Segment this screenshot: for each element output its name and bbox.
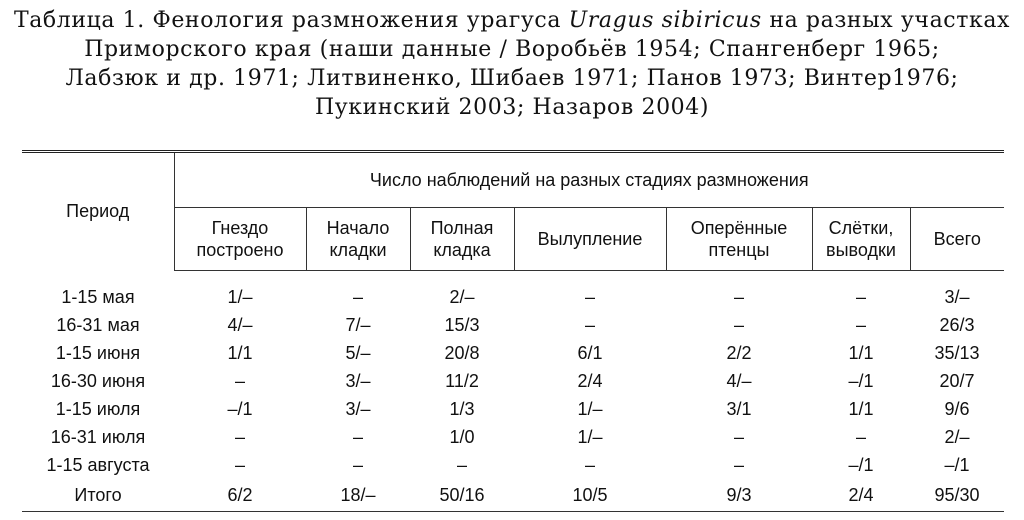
count-cell: – xyxy=(733,287,744,307)
count-cell: – xyxy=(352,287,363,307)
stage-column-header xyxy=(666,208,812,271)
period-header: Период xyxy=(22,152,174,271)
count-cell: –/1 xyxy=(227,399,253,419)
stage-column-header xyxy=(812,208,910,271)
count-cell: 7/– xyxy=(345,315,371,335)
column-header-line: Оперённые xyxy=(690,218,788,238)
column-header-line: построено xyxy=(196,240,284,260)
stage-column-header xyxy=(174,208,306,271)
count-cell: 2/– xyxy=(449,287,475,307)
count-cell: 3/– xyxy=(345,371,371,391)
count-cell: 1/– xyxy=(577,399,603,419)
count-cell: 1/1 xyxy=(227,343,253,363)
column-header-line: Полная xyxy=(430,218,494,238)
table-row xyxy=(22,311,1004,339)
column-header-line: кладки xyxy=(329,240,387,260)
count-cell: 20/7 xyxy=(939,371,975,391)
period-cell: 1-15 июля xyxy=(55,399,141,419)
count-cell: 11/2 xyxy=(445,371,479,391)
count-cell: 5/– xyxy=(345,343,371,363)
count-cell: 2/4 xyxy=(577,371,603,391)
period-cell: 16-31 мая xyxy=(56,315,140,335)
count-cell: 1/3 xyxy=(449,399,475,419)
caption-line-3: Лабзюк и др. 1971; Литвиненко, Шибаев 1971; Панов 1973; Винтер1976; xyxy=(65,66,959,91)
count-cell: 2/4 xyxy=(812,479,910,512)
count-cell: –/1 xyxy=(848,455,874,475)
phenology-table xyxy=(22,150,1004,512)
column-header-line: Вылупление xyxy=(537,229,643,249)
count-cell: – xyxy=(584,455,595,475)
count-cell: 9/3 xyxy=(666,479,812,512)
count-cell: – xyxy=(352,455,363,475)
count-cell: –/1 xyxy=(944,455,970,475)
table-row xyxy=(22,423,1004,451)
count-cell: – xyxy=(733,455,744,475)
period-cell: 1-15 августа xyxy=(46,455,150,475)
table-caption xyxy=(0,6,1024,122)
period-cell: Итого xyxy=(22,479,174,512)
caption-line-2: Приморского края (наши данные / Воробьёв 1954; Спангенберг 1965; xyxy=(84,37,940,62)
count-cell: 35/13 xyxy=(934,343,980,363)
period-cell: 16-31 июля xyxy=(50,427,146,447)
column-header-line: Всего xyxy=(933,229,981,249)
count-cell: – xyxy=(733,427,744,447)
count-cell: 10/5 xyxy=(514,479,666,512)
count-cell: – xyxy=(855,427,866,447)
count-cell: 4/– xyxy=(227,315,253,335)
count-cell: – xyxy=(456,455,467,475)
stage-column-header xyxy=(410,208,514,271)
stage-column-header xyxy=(306,208,410,271)
count-cell: 6/1 xyxy=(577,343,603,363)
stages-group-header: Число наблюдений на разных стадиях размножения xyxy=(174,152,1004,208)
count-cell: 1/1 xyxy=(848,399,874,419)
count-cell: –/1 xyxy=(848,371,874,391)
table-row xyxy=(22,339,1004,367)
caption-species-name: Uragus sibiricus xyxy=(568,8,762,33)
period-cell: 16-30 июня xyxy=(50,371,146,391)
stage-column-header xyxy=(514,208,666,271)
count-cell: 15/3 xyxy=(444,315,480,335)
count-cell: 3/– xyxy=(944,287,970,307)
count-cell: 1/1 xyxy=(848,343,874,363)
count-cell: 26/3 xyxy=(939,315,975,335)
period-cell: 1-15 мая xyxy=(61,287,135,307)
period-cell: 1-15 июня xyxy=(55,343,141,363)
count-cell: – xyxy=(234,371,245,391)
count-cell: 6/2 xyxy=(174,479,306,512)
count-cell: – xyxy=(234,455,245,475)
count-cell: 18/– xyxy=(306,479,410,512)
count-cell: 1/– xyxy=(577,427,603,447)
column-header-line: птенцы xyxy=(708,240,770,260)
column-header-line: Начало xyxy=(326,218,390,238)
count-cell: 95/30 xyxy=(910,479,1004,512)
caption-suffix: на разных участках xyxy=(761,8,1011,33)
count-cell: – xyxy=(733,315,744,335)
total-row xyxy=(22,479,1004,512)
count-cell: – xyxy=(855,287,866,307)
count-cell: 2/2 xyxy=(726,343,752,363)
caption-prefix: Таблица 1. Фенология размножения урагуса xyxy=(13,8,569,33)
count-cell: 9/6 xyxy=(944,399,970,419)
column-header-line: Гнездо xyxy=(211,218,269,238)
count-cell: 50/16 xyxy=(410,479,514,512)
stage-column-header xyxy=(910,208,1004,271)
count-cell: – xyxy=(584,315,595,335)
column-header-line: выводки xyxy=(826,240,896,260)
caption-line-4: Пукинский 2003; Назаров 2004) xyxy=(314,95,710,120)
count-cell: 20/8 xyxy=(444,343,480,363)
count-cell: – xyxy=(352,427,363,447)
caption-line-1 xyxy=(0,6,1024,35)
count-cell: 2/– xyxy=(944,427,970,447)
table-row xyxy=(22,283,1004,311)
count-cell: 1/0 xyxy=(449,427,475,447)
table-row xyxy=(22,367,1004,395)
count-cell: – xyxy=(234,427,245,447)
column-header-line: кладка xyxy=(433,240,491,260)
count-cell: 4/– xyxy=(726,371,752,391)
count-cell: 1/– xyxy=(227,287,253,307)
column-header-line: Слётки, xyxy=(828,218,894,238)
count-cell: 3/1 xyxy=(726,399,752,419)
count-cell: – xyxy=(584,287,595,307)
count-cell: – xyxy=(855,315,866,335)
table-row xyxy=(22,395,1004,423)
table-row xyxy=(22,451,1004,479)
count-cell: 3/– xyxy=(345,399,371,419)
